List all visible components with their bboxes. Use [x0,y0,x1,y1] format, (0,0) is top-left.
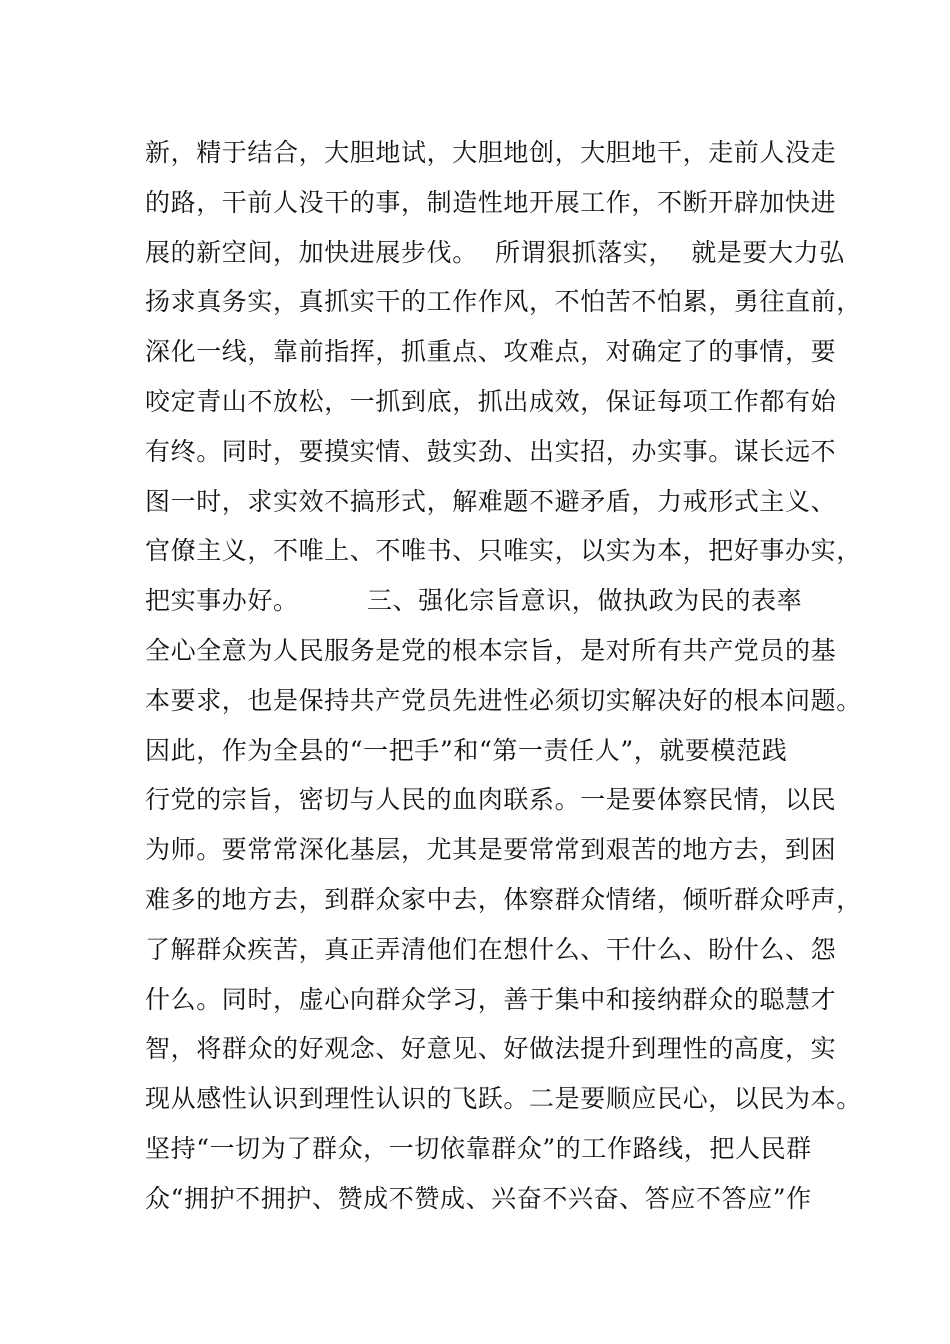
text-line: 图一时，求实效不搞形式，解难题不避矛盾，力戒形式主义、 [145,486,837,516]
text-line: 咬定青山不放松，一抓到底，抓出成效，保证每项工作都有始 [145,386,837,416]
text-line: 全心全意为人民服务是党的根本宗旨，是对所有共产党员的基 [145,635,837,665]
text-line: 展的新空间，加快进展步伐。 所谓狠抓落实， 就是要大力弘 [145,237,845,267]
text-line: 官僚主义，不唯上、不唯书、只唯实，以实为本，把好事办实， [145,536,862,566]
text-line: 的路，干前人没干的事，制造性地开展工作，不断开辟加快进 [145,187,837,217]
text-line: 行党的宗旨，密切与人民的血肉联系。一是要体察民情，以民 [145,785,837,815]
text-line: 把实事办好。 三、强化宗旨意识，做执政为民的表率 [145,586,803,616]
text-line: 为师。要常常深化基层，尤其是要常常到艰苦的地方去，到困 [145,835,837,865]
text-line: 现从感性认识到理性认识的飞跃。二是要顺应民心，以民为本。 [145,1084,862,1114]
text-line: 坚持“一切为了群众，一切依靠群众”的工作路线，把人民群 [145,1133,812,1163]
text-line: 有终。同时，要摸实情、鼓实劲、出实招，办实事。谋长远不 [145,436,837,466]
body-text [145,128,862,1224]
text-line: 智，将群众的好观念、好意见、好做法提升到理性的高度，实 [145,1034,837,1064]
text-line: 难多的地方去，到群众家中去，体察群众情绪，倾听群众呼声， [145,884,862,914]
text-line: 因此，作为全县的“一把手”和“第一责任人”，就要模范践 [145,735,788,765]
text-line: 本要求，也是保持共产党员先进性必须切实解决好的根本问题。 [145,685,862,715]
text-line: 新，精于结合，大胆地试，大胆地创，大胆地干，走前人没走 [145,138,837,167]
text-line: 众“拥护不拥护、赞成不赞成、兴奋不兴奋、答应不答应”作 [145,1183,812,1213]
text-line: 扬求真务实，真抓实干的工作作风，不怕苦不怕累，勇往直前， [145,287,862,317]
text-line: 了解群众疾苦，真正弄清他们在想什么、干什么、盼什么、怨 [145,934,837,964]
text-line: 深化一线，靠前指挥，抓重点、攻难点，对确定了的事情，要 [145,337,837,367]
text-line: 什么。同时，虚心向群众学习，善于集中和接纳群众的聪慧才 [145,984,837,1014]
